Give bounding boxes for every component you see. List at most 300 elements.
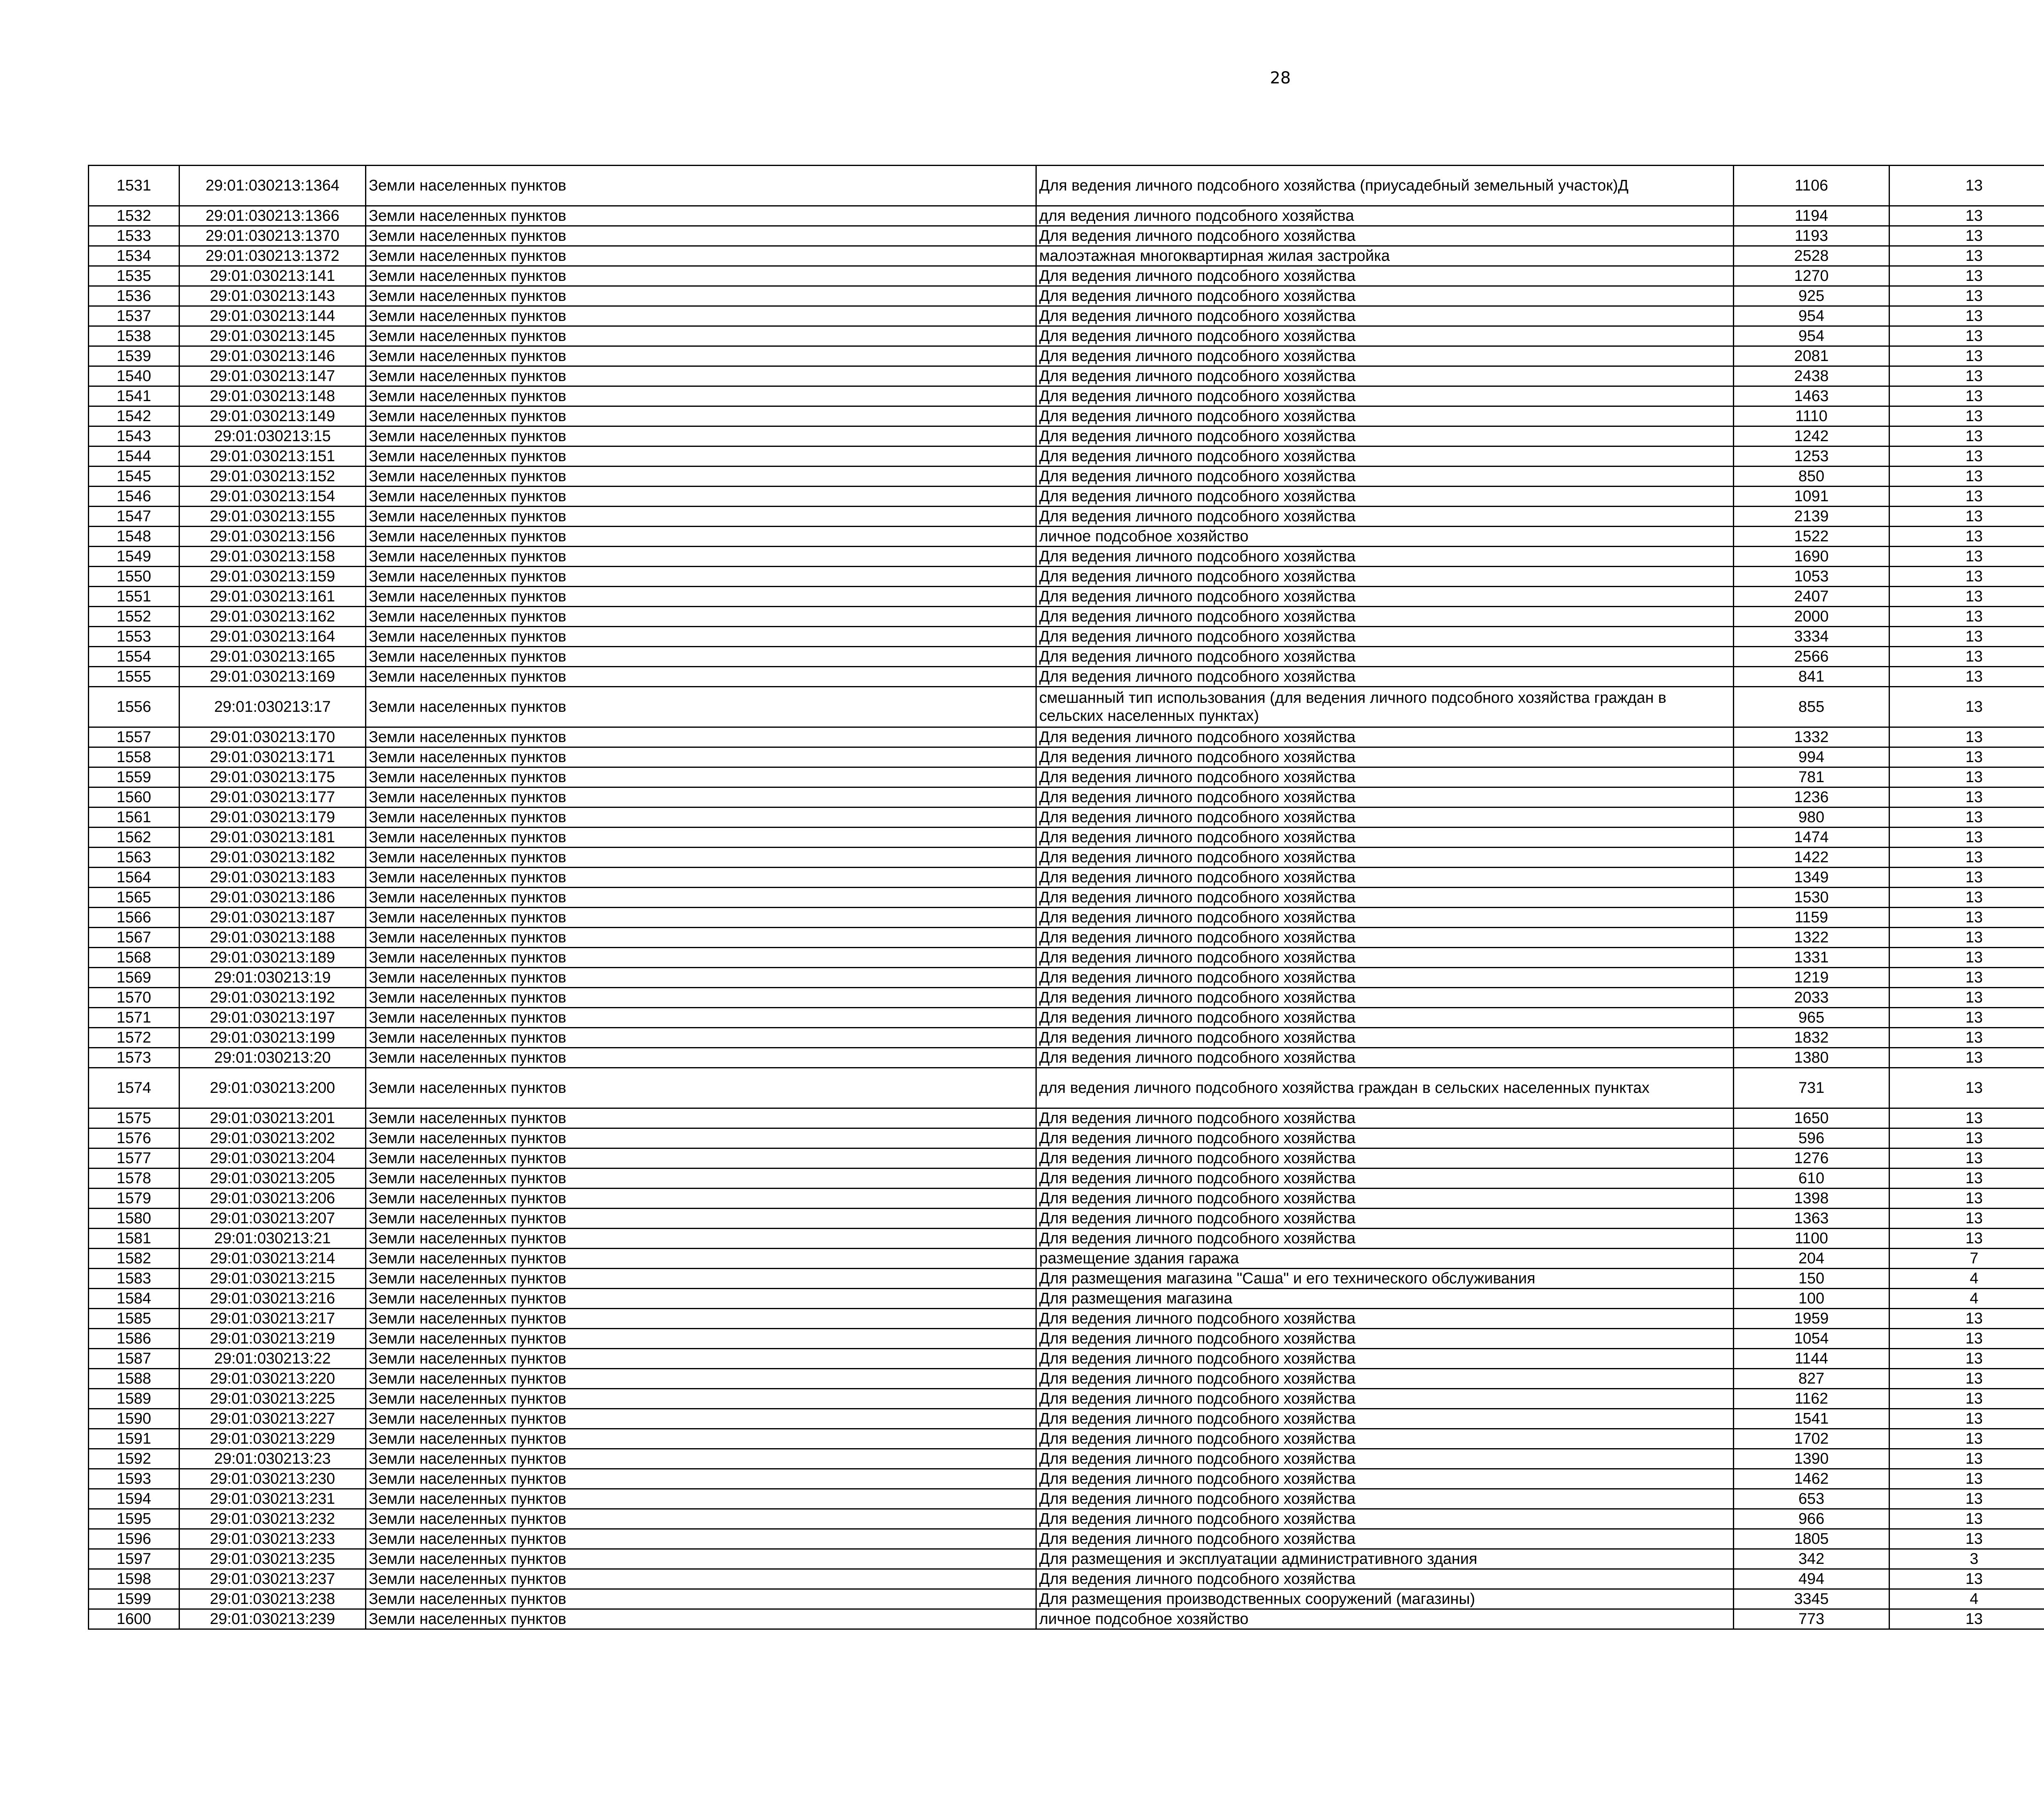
group-cell: 13 xyxy=(1889,1108,2044,1128)
table-row xyxy=(89,246,2044,266)
row-number-cell: 1598 xyxy=(89,1569,179,1589)
permitted-use-cell: Для ведения личного подсобного хозяйства xyxy=(1036,727,1734,747)
land-category-cell: Земли населенных пунктов xyxy=(366,467,1036,487)
area-cell: 827 xyxy=(1734,1369,1889,1389)
land-category-cell: Земли населенных пунктов xyxy=(366,928,1036,948)
table-row xyxy=(89,346,2044,366)
table-row xyxy=(89,1349,2044,1369)
area-cell: 994 xyxy=(1734,747,1889,767)
cadastral-number-cell: 29:01:030213:220 xyxy=(179,1369,366,1389)
permitted-use-cell: для ведения личного подсобного хозяйства xyxy=(1036,206,1734,226)
cadastral-number-cell: 29:01:030213:219 xyxy=(179,1329,366,1349)
group-cell: 13 xyxy=(1889,246,2044,266)
permitted-use-cell: Для ведения личного подсобного хозяйства xyxy=(1036,1449,1734,1469)
land-category-cell: Земли населенных пунктов xyxy=(366,286,1036,306)
land-category-cell: Земли населенных пунктов xyxy=(366,166,1036,206)
group-cell: 13 xyxy=(1889,1429,2044,1449)
area-cell: 1702 xyxy=(1734,1429,1889,1449)
area-cell: 980 xyxy=(1734,807,1889,828)
land-category-cell: Земли населенных пунктов xyxy=(366,346,1036,366)
cadastral-number-cell: 29:01:030213:162 xyxy=(179,607,366,627)
land-category-cell: Земли населенных пунктов xyxy=(366,1589,1036,1609)
cadastral-number-cell: 29:01:030213:170 xyxy=(179,727,366,747)
row-number-cell: 1548 xyxy=(89,527,179,547)
cadastral-number-cell: 29:01:030213:1366 xyxy=(179,206,366,226)
permitted-use-cell: Для ведения личного подсобного хозяйства xyxy=(1036,426,1734,446)
group-cell: 13 xyxy=(1889,547,2044,567)
cadastral-number-cell: 29:01:030213:200 xyxy=(179,1068,366,1108)
table-row xyxy=(89,687,2044,727)
row-number-cell: 1557 xyxy=(89,727,179,747)
table-row xyxy=(89,587,2044,607)
permitted-use-cell: Для ведения личного подсобного хозяйства xyxy=(1036,266,1734,286)
table-row xyxy=(89,166,2044,206)
area-cell: 1100 xyxy=(1734,1229,1889,1249)
table-row xyxy=(89,1028,2044,1048)
row-number-cell: 1600 xyxy=(89,1609,179,1629)
group-cell: 4 xyxy=(1889,1589,2044,1609)
cadastral-number-cell: 29:01:030213:177 xyxy=(179,787,366,807)
cadastral-number-cell: 29:01:030213:197 xyxy=(179,1008,366,1028)
land-category-cell: Земли населенных пунктов xyxy=(366,1148,1036,1169)
row-number-cell: 1564 xyxy=(89,868,179,888)
area-cell: 596 xyxy=(1734,1128,1889,1148)
land-category-cell: Земли населенных пунктов xyxy=(366,828,1036,848)
land-category-cell: Земли населенных пунктов xyxy=(366,888,1036,908)
permitted-use-cell: Для ведения личного подсобного хозяйства xyxy=(1036,868,1734,888)
cadastral-number-cell: 29:01:030213:148 xyxy=(179,386,366,406)
row-number-cell: 1566 xyxy=(89,908,179,928)
area-cell: 1270 xyxy=(1734,266,1889,286)
row-number-cell: 1544 xyxy=(89,446,179,467)
table-row xyxy=(89,406,2044,426)
row-number-cell: 1569 xyxy=(89,968,179,988)
permitted-use-cell: Для ведения личного подсобного хозяйства xyxy=(1036,1008,1734,1028)
land-category-cell: Земли населенных пунктов xyxy=(366,1369,1036,1389)
table-row xyxy=(89,1249,2044,1269)
land-category-cell: Земли населенных пунктов xyxy=(366,1189,1036,1209)
permitted-use-cell: Для ведения личного подсобного хозяйства xyxy=(1036,487,1734,507)
area-cell: 965 xyxy=(1734,1008,1889,1028)
row-number-cell: 1537 xyxy=(89,306,179,326)
permitted-use-cell: Для ведения личного подсобного хозяйства xyxy=(1036,1108,1734,1128)
table-row xyxy=(89,487,2044,507)
row-number-cell: 1542 xyxy=(89,406,179,426)
table-row xyxy=(89,1529,2044,1549)
group-cell: 13 xyxy=(1889,446,2044,467)
permitted-use-cell: Для ведения личного подсобного хозяйства xyxy=(1036,1329,1734,1349)
row-number-cell: 1533 xyxy=(89,226,179,246)
land-category-cell: Земли населенных пунктов xyxy=(366,527,1036,547)
permitted-use-cell: Для ведения личного подсобного хозяйства xyxy=(1036,787,1734,807)
area-cell: 1194 xyxy=(1734,206,1889,226)
table-row xyxy=(89,828,2044,848)
cadastral-number-cell: 29:01:030213:21 xyxy=(179,1229,366,1249)
group-cell: 13 xyxy=(1889,667,2044,687)
table-row xyxy=(89,1509,2044,1529)
land-category-cell: Земли населенных пунктов xyxy=(366,607,1036,627)
area-cell: 1106 xyxy=(1734,166,1889,206)
permitted-use-cell: Для ведения личного подсобного хозяйства xyxy=(1036,1189,1734,1209)
permitted-use-cell: Для ведения личного подсобного хозяйства xyxy=(1036,226,1734,246)
table-row xyxy=(89,948,2044,968)
permitted-use-cell: Для ведения личного подсобного хозяйства xyxy=(1036,446,1734,467)
group-cell: 13 xyxy=(1889,627,2044,647)
area-cell: 2528 xyxy=(1734,246,1889,266)
table-row xyxy=(89,1409,2044,1429)
permitted-use-cell: Для ведения личного подсобного хозяйства xyxy=(1036,406,1734,426)
row-number-cell: 1545 xyxy=(89,467,179,487)
table-row xyxy=(89,888,2044,908)
area-cell: 966 xyxy=(1734,1509,1889,1529)
land-category-cell: Земли населенных пунктов xyxy=(366,1128,1036,1148)
row-number-cell: 1531 xyxy=(89,166,179,206)
group-cell: 13 xyxy=(1889,1028,2044,1048)
table-row xyxy=(89,1369,2044,1389)
table-row xyxy=(89,306,2044,326)
cadastral-number-cell: 29:01:030213:20 xyxy=(179,1048,366,1068)
cadastral-number-cell: 29:01:030213:204 xyxy=(179,1148,366,1169)
group-cell: 13 xyxy=(1889,1229,2044,1249)
area-cell: 1054 xyxy=(1734,1329,1889,1349)
cadastral-number-cell: 29:01:030213:151 xyxy=(179,446,366,467)
land-category-cell: Земли населенных пунктов xyxy=(366,487,1036,507)
row-number-cell: 1574 xyxy=(89,1068,179,1108)
area-cell: 494 xyxy=(1734,1569,1889,1589)
cadastral-number-cell: 29:01:030213:192 xyxy=(179,988,366,1008)
area-cell: 204 xyxy=(1734,1249,1889,1269)
row-number-cell: 1586 xyxy=(89,1329,179,1349)
permitted-use-cell: Для ведения личного подсобного хозяйства xyxy=(1036,908,1734,928)
cadastral-number-cell: 29:01:030213:175 xyxy=(179,767,366,787)
table-row xyxy=(89,1068,2044,1108)
permitted-use-cell: Для ведения личного подсобного хозяйства xyxy=(1036,467,1734,487)
group-cell: 13 xyxy=(1889,948,2044,968)
group-cell: 13 xyxy=(1889,1128,2044,1148)
permitted-use-cell: Для ведения личного подсобного хозяйства xyxy=(1036,607,1734,627)
group-cell: 13 xyxy=(1889,206,2044,226)
group-cell: 13 xyxy=(1889,687,2044,727)
area-cell: 1380 xyxy=(1734,1048,1889,1068)
land-category-cell: Земли населенных пунктов xyxy=(366,727,1036,747)
group-cell: 13 xyxy=(1889,988,2044,1008)
table-row xyxy=(89,206,2044,226)
group-cell: 13 xyxy=(1889,226,2044,246)
table-row xyxy=(89,1549,2044,1569)
group-cell: 13 xyxy=(1889,1469,2044,1489)
permitted-use-cell: Для ведения личного подсобного хозяйства xyxy=(1036,507,1734,527)
permitted-use-cell: Для ведения личного подсобного хозяйства xyxy=(1036,366,1734,386)
area-cell: 1690 xyxy=(1734,547,1889,567)
cadastral-number-cell: 29:01:030213:181 xyxy=(179,828,366,848)
cadastral-number-cell: 29:01:030213:186 xyxy=(179,888,366,908)
row-number-cell: 1562 xyxy=(89,828,179,848)
land-category-cell: Земли населенных пунктов xyxy=(366,1489,1036,1509)
cadastral-number-cell: 29:01:030213:147 xyxy=(179,366,366,386)
row-number-cell: 1546 xyxy=(89,487,179,507)
cadastral-number-cell: 29:01:030213:227 xyxy=(179,1409,366,1429)
land-category-cell: Земли населенных пунктов xyxy=(366,1229,1036,1249)
area-cell: 1332 xyxy=(1734,727,1889,747)
land-category-cell: Земли населенных пунктов xyxy=(366,266,1036,286)
cadastral-number-cell: 29:01:030213:161 xyxy=(179,587,366,607)
area-cell: 731 xyxy=(1734,1068,1889,1108)
land-registry-table xyxy=(88,165,2044,1630)
group-cell: 13 xyxy=(1889,1189,2044,1209)
group-cell: 13 xyxy=(1889,286,2044,306)
row-number-cell: 1599 xyxy=(89,1589,179,1609)
area-cell: 925 xyxy=(1734,286,1889,306)
permitted-use-cell: Для ведения личного подсобного хозяйства xyxy=(1036,1429,1734,1449)
land-category-cell: Земли населенных пунктов xyxy=(366,406,1036,426)
row-number-cell: 1580 xyxy=(89,1209,179,1229)
land-category-cell: Земли населенных пунктов xyxy=(366,246,1036,266)
area-cell: 1253 xyxy=(1734,446,1889,467)
area-cell: 773 xyxy=(1734,1609,1889,1629)
permitted-use-cell: смешанный тип использования (для ведения личного подсобного хозяйства граждан в сельских населенных пунктах) xyxy=(1036,687,1734,727)
table-row xyxy=(89,868,2044,888)
row-number-cell: 1593 xyxy=(89,1469,179,1489)
land-category-cell: Земли населенных пунктов xyxy=(366,988,1036,1008)
cadastral-number-cell: 29:01:030213:149 xyxy=(179,406,366,426)
table-row xyxy=(89,1289,2044,1309)
land-category-cell: Земли населенных пунктов xyxy=(366,1529,1036,1549)
cadastral-number-cell: 29:01:030213:232 xyxy=(179,1509,366,1529)
land-category-cell: Земли населенных пунктов xyxy=(366,326,1036,346)
land-category-cell: Земли населенных пунктов xyxy=(366,1469,1036,1489)
land-category-cell: Земли населенных пунктов xyxy=(366,1028,1036,1048)
table-row xyxy=(89,908,2044,928)
table-row xyxy=(89,1489,2044,1509)
cadastral-number-cell: 29:01:030213:159 xyxy=(179,567,366,587)
row-number-cell: 1559 xyxy=(89,767,179,787)
group-cell: 13 xyxy=(1889,767,2044,787)
permitted-use-cell: Для ведения личного подсобного хозяйства xyxy=(1036,326,1734,346)
row-number-cell: 1567 xyxy=(89,928,179,948)
cadastral-number-cell: 29:01:030213:19 xyxy=(179,968,366,988)
area-cell: 1832 xyxy=(1734,1028,1889,1048)
row-number-cell: 1575 xyxy=(89,1108,179,1128)
area-cell: 2081 xyxy=(1734,346,1889,366)
row-number-cell: 1549 xyxy=(89,547,179,567)
cadastral-number-cell: 29:01:030213:237 xyxy=(179,1569,366,1589)
row-number-cell: 1554 xyxy=(89,647,179,667)
cadastral-number-cell: 29:01:030213:238 xyxy=(179,1589,366,1609)
area-cell: 1462 xyxy=(1734,1469,1889,1489)
land-category-cell: Земли населенных пунктов xyxy=(366,567,1036,587)
permitted-use-cell: Для ведения личного подсобного хозяйства xyxy=(1036,547,1734,567)
table-row xyxy=(89,266,2044,286)
land-category-cell: Земли населенных пунктов xyxy=(366,1329,1036,1349)
group-cell: 13 xyxy=(1889,1209,2044,1229)
table-row xyxy=(89,727,2044,747)
group-cell: 3 xyxy=(1889,1549,2044,1569)
group-cell: 4 xyxy=(1889,1289,2044,1309)
row-number-cell: 1536 xyxy=(89,286,179,306)
land-category-cell: Земли населенных пунктов xyxy=(366,1429,1036,1449)
group-cell: 13 xyxy=(1889,1409,2044,1429)
cadastral-number-cell: 29:01:030213:230 xyxy=(179,1469,366,1489)
table-row xyxy=(89,1108,2044,1128)
area-cell: 342 xyxy=(1734,1549,1889,1569)
group-cell: 13 xyxy=(1889,1068,2044,1108)
cadastral-number-cell: 29:01:030213:216 xyxy=(179,1289,366,1309)
row-number-cell: 1590 xyxy=(89,1409,179,1429)
permitted-use-cell: Для ведения личного подсобного хозяйства xyxy=(1036,587,1734,607)
cadastral-number-cell: 29:01:030213:215 xyxy=(179,1269,366,1289)
permitted-use-cell: Для ведения личного подсобного хозяйства xyxy=(1036,627,1734,647)
cadastral-number-cell: 29:01:030213:183 xyxy=(179,868,366,888)
permitted-use-cell: Для размещения магазина xyxy=(1036,1289,1734,1309)
area-cell: 1390 xyxy=(1734,1449,1889,1469)
land-category-cell: Земли населенных пунктов xyxy=(366,1048,1036,1068)
land-category-cell: Земли населенных пунктов xyxy=(366,206,1036,226)
table-row xyxy=(89,366,2044,386)
land-category-cell: Земли населенных пунктов xyxy=(366,306,1036,326)
group-cell: 13 xyxy=(1889,1329,2044,1349)
permitted-use-cell: Для ведения личного подсобного хозяйства xyxy=(1036,1309,1734,1329)
area-cell: 1422 xyxy=(1734,848,1889,868)
cadastral-number-cell: 29:01:030213:229 xyxy=(179,1429,366,1449)
cadastral-number-cell: 29:01:030213:165 xyxy=(179,647,366,667)
area-cell: 1110 xyxy=(1734,406,1889,426)
land-category-cell: Земли населенных пунктов xyxy=(366,446,1036,467)
group-cell: 13 xyxy=(1889,908,2044,928)
cadastral-number-cell: 29:01:030213:1364 xyxy=(179,166,366,206)
area-cell: 3345 xyxy=(1734,1589,1889,1609)
table-row xyxy=(89,928,2044,948)
row-number-cell: 1572 xyxy=(89,1028,179,1048)
land-category-cell: Земли населенных пунктов xyxy=(366,1068,1036,1108)
group-cell: 13 xyxy=(1889,1389,2044,1409)
cadastral-number-cell: 29:01:030213:158 xyxy=(179,547,366,567)
permitted-use-cell: малоэтажная многоквартирная жилая застройка xyxy=(1036,246,1734,266)
permitted-use-cell: Для ведения личного подсобного хозяйства xyxy=(1036,807,1734,828)
table-row xyxy=(89,467,2044,487)
group-cell: 13 xyxy=(1889,587,2044,607)
row-number-cell: 1541 xyxy=(89,386,179,406)
permitted-use-cell: Для ведения личного подсобного хозяйства xyxy=(1036,988,1734,1008)
permitted-use-cell: Для ведения личного подсобного хозяйства xyxy=(1036,767,1734,787)
table-row xyxy=(89,1449,2044,1469)
permitted-use-cell: Для ведения личного подсобного хозяйства xyxy=(1036,1028,1734,1048)
land-category-cell: Земли населенных пунктов xyxy=(366,968,1036,988)
row-number-cell: 1540 xyxy=(89,366,179,386)
cadastral-number-cell: 29:01:030213:1370 xyxy=(179,226,366,246)
table-row xyxy=(89,988,2044,1008)
area-cell: 150 xyxy=(1734,1269,1889,1289)
land-category-cell: Земли населенных пунктов xyxy=(366,386,1036,406)
land-category-cell: Земли населенных пунктов xyxy=(366,1449,1036,1469)
table-row xyxy=(89,1329,2044,1349)
area-cell: 3334 xyxy=(1734,627,1889,647)
land-category-cell: Земли населенных пунктов xyxy=(366,1289,1036,1309)
table-body xyxy=(89,166,2044,1629)
group-cell: 13 xyxy=(1889,928,2044,948)
table-row xyxy=(89,446,2044,467)
cadastral-number-cell: 29:01:030213:199 xyxy=(179,1028,366,1048)
row-number-cell: 1585 xyxy=(89,1309,179,1329)
table-row xyxy=(89,1189,2044,1209)
land-category-cell: Земли населенных пунктов xyxy=(366,807,1036,828)
table-row xyxy=(89,326,2044,346)
area-cell: 1650 xyxy=(1734,1108,1889,1128)
permitted-use-cell: Для ведения личного подсобного хозяйства xyxy=(1036,286,1734,306)
permitted-use-cell: Для ведения личного подсобного хозяйства xyxy=(1036,647,1734,667)
group-cell: 13 xyxy=(1889,166,2044,206)
row-number-cell: 1592 xyxy=(89,1449,179,1469)
permitted-use-cell: Для ведения личного подсобного хозяйства xyxy=(1036,1209,1734,1229)
table-row xyxy=(89,667,2044,687)
row-number-cell: 1573 xyxy=(89,1048,179,1068)
row-number-cell: 1577 xyxy=(89,1148,179,1169)
group-cell: 13 xyxy=(1889,1449,2044,1469)
row-number-cell: 1534 xyxy=(89,246,179,266)
table-row xyxy=(89,1589,2044,1609)
table-row xyxy=(89,386,2044,406)
group-cell: 13 xyxy=(1889,1569,2044,1589)
group-cell: 13 xyxy=(1889,467,2044,487)
row-number-cell: 1565 xyxy=(89,888,179,908)
land-category-cell: Земли населенных пунктов xyxy=(366,1249,1036,1269)
group-cell: 13 xyxy=(1889,346,2044,366)
group-cell: 13 xyxy=(1889,527,2044,547)
row-number-cell: 1568 xyxy=(89,948,179,968)
area-cell: 653 xyxy=(1734,1489,1889,1509)
permitted-use-cell: Для ведения личного подсобного хозяйства xyxy=(1036,888,1734,908)
permitted-use-cell: Для ведения личного подсобного хозяйства xyxy=(1036,346,1734,366)
group-cell: 13 xyxy=(1889,1048,2044,1068)
permitted-use-cell: Для ведения личного подсобного хозяйства xyxy=(1036,306,1734,326)
table-row xyxy=(89,968,2044,988)
land-category-cell: Земли населенных пунктов xyxy=(366,1209,1036,1229)
table-row xyxy=(89,547,2044,567)
area-cell: 1398 xyxy=(1734,1189,1889,1209)
area-cell: 1522 xyxy=(1734,527,1889,547)
permitted-use-cell: Для ведения личного подсобного хозяйства xyxy=(1036,1569,1734,1589)
land-category-cell: Земли населенных пунктов xyxy=(366,226,1036,246)
group-cell: 13 xyxy=(1889,868,2044,888)
row-number-cell: 1570 xyxy=(89,988,179,1008)
area-cell: 1805 xyxy=(1734,1529,1889,1549)
group-cell: 13 xyxy=(1889,1609,2044,1629)
permitted-use-cell: Для ведения личного подсобного хозяйства xyxy=(1036,1469,1734,1489)
cadastral-number-cell: 29:01:030213:141 xyxy=(179,266,366,286)
permitted-use-cell: Для ведения личного подсобного хозяйства xyxy=(1036,1128,1734,1148)
row-number-cell: 1563 xyxy=(89,848,179,868)
permitted-use-cell: Для ведения личного подсобного хозяйства xyxy=(1036,1389,1734,1409)
group-cell: 13 xyxy=(1889,426,2044,446)
group-cell: 13 xyxy=(1889,647,2044,667)
row-number-cell: 1543 xyxy=(89,426,179,446)
area-cell: 1363 xyxy=(1734,1209,1889,1229)
table-row xyxy=(89,507,2044,527)
land-category-cell: Земли населенных пунктов xyxy=(366,587,1036,607)
table-row xyxy=(89,1128,2044,1148)
table-row xyxy=(89,567,2044,587)
cadastral-number-cell: 29:01:030213:225 xyxy=(179,1389,366,1409)
row-number-cell: 1584 xyxy=(89,1289,179,1309)
permitted-use-cell: Для ведения личного подсобного хозяйства xyxy=(1036,567,1734,587)
group-cell: 13 xyxy=(1889,888,2044,908)
cadastral-number-cell: 29:01:030213:217 xyxy=(179,1309,366,1329)
table-row xyxy=(89,1309,2044,1329)
group-cell: 13 xyxy=(1889,787,2044,807)
area-cell: 1091 xyxy=(1734,487,1889,507)
cadastral-number-cell: 29:01:030213:187 xyxy=(179,908,366,928)
cadastral-number-cell: 29:01:030213:182 xyxy=(179,848,366,868)
land-category-cell: Земли населенных пунктов xyxy=(366,627,1036,647)
